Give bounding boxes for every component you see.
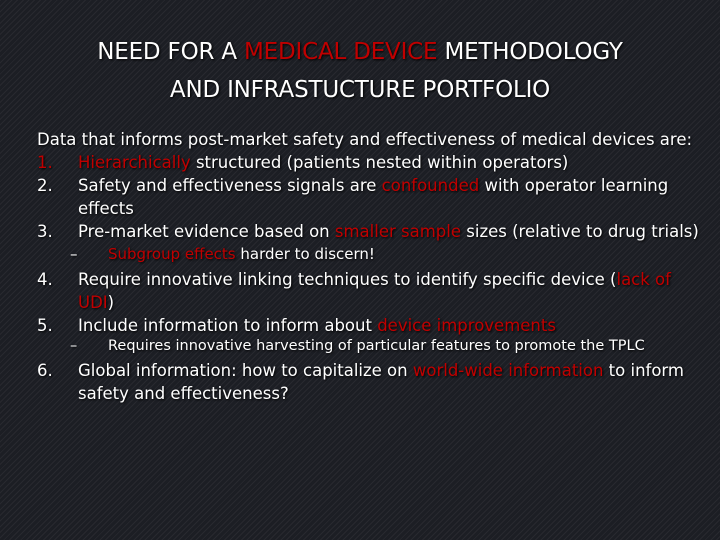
- item-text-after: to inform safety and effectiveness?: [78, 361, 685, 403]
- list-item-6: [37, 359, 702, 405]
- item-text-after: sizes (relative to drug trials): [461, 222, 699, 241]
- title-line-2: AND INFRASTUCTURE PORTFOLIO: [169, 77, 551, 103]
- item-highlight: device improvements: [377, 316, 556, 335]
- title-highlight: MEDICAL DEVICE: [244, 39, 438, 65]
- list-item-2: [37, 174, 702, 220]
- item-text-after: structured (patients nested within operators): [190, 153, 569, 172]
- item-text-after: with operator learning effects: [78, 176, 669, 218]
- sub-bullet-dash: –: [70, 338, 78, 354]
- item-highlight: confounded: [381, 176, 480, 195]
- list-item-4: [37, 268, 702, 314]
- item-highlight: world-wide information: [412, 361, 604, 380]
- item-text-before: Include information to inform about: [78, 316, 378, 335]
- title-text-1: NEED FOR A: [97, 39, 245, 65]
- sub-text: Requires innovative harvesting of particular features to promote the TPLC: [108, 338, 645, 354]
- sub-bullet-dash: –: [70, 245, 78, 263]
- item-number: 4.: [37, 270, 53, 289]
- sub-item-3: [37, 243, 702, 265]
- item-text-after: ): [107, 293, 115, 312]
- intro-text: Data that informs post-market safety and effectiveness of medical devices are:: [37, 130, 693, 149]
- title-text-2: METHODOLOGY: [437, 39, 623, 65]
- slide-body: [37, 128, 702, 405]
- item-number: 2.: [37, 176, 53, 195]
- sub-item-5: [37, 337, 702, 356]
- item-number: 1.: [37, 153, 53, 172]
- item-text-before: Require innovative linking techniques to identify specific device (: [78, 270, 617, 289]
- item-text-before: Safety and effectiveness signals are: [78, 176, 382, 195]
- item-number: 5.: [37, 316, 53, 335]
- list-item-5: [37, 314, 702, 337]
- item-highlight: Hierarchically: [78, 153, 191, 172]
- list-item-3: [37, 220, 702, 243]
- item-text-before: Global information: how to capitalize on: [78, 361, 413, 380]
- item-text-before: Pre-market evidence based on: [78, 222, 335, 241]
- sub-text-after: harder to discern!: [235, 245, 375, 263]
- item-number: 6.: [37, 361, 53, 380]
- list-item-1: [37, 151, 702, 174]
- slide-title: [30, 33, 690, 109]
- item-highlight: lack of UDI: [78, 270, 671, 312]
- sub-highlight: Subgroup effects: [108, 245, 236, 263]
- item-number: 3.: [37, 222, 53, 241]
- item-highlight: smaller sample: [334, 222, 462, 241]
